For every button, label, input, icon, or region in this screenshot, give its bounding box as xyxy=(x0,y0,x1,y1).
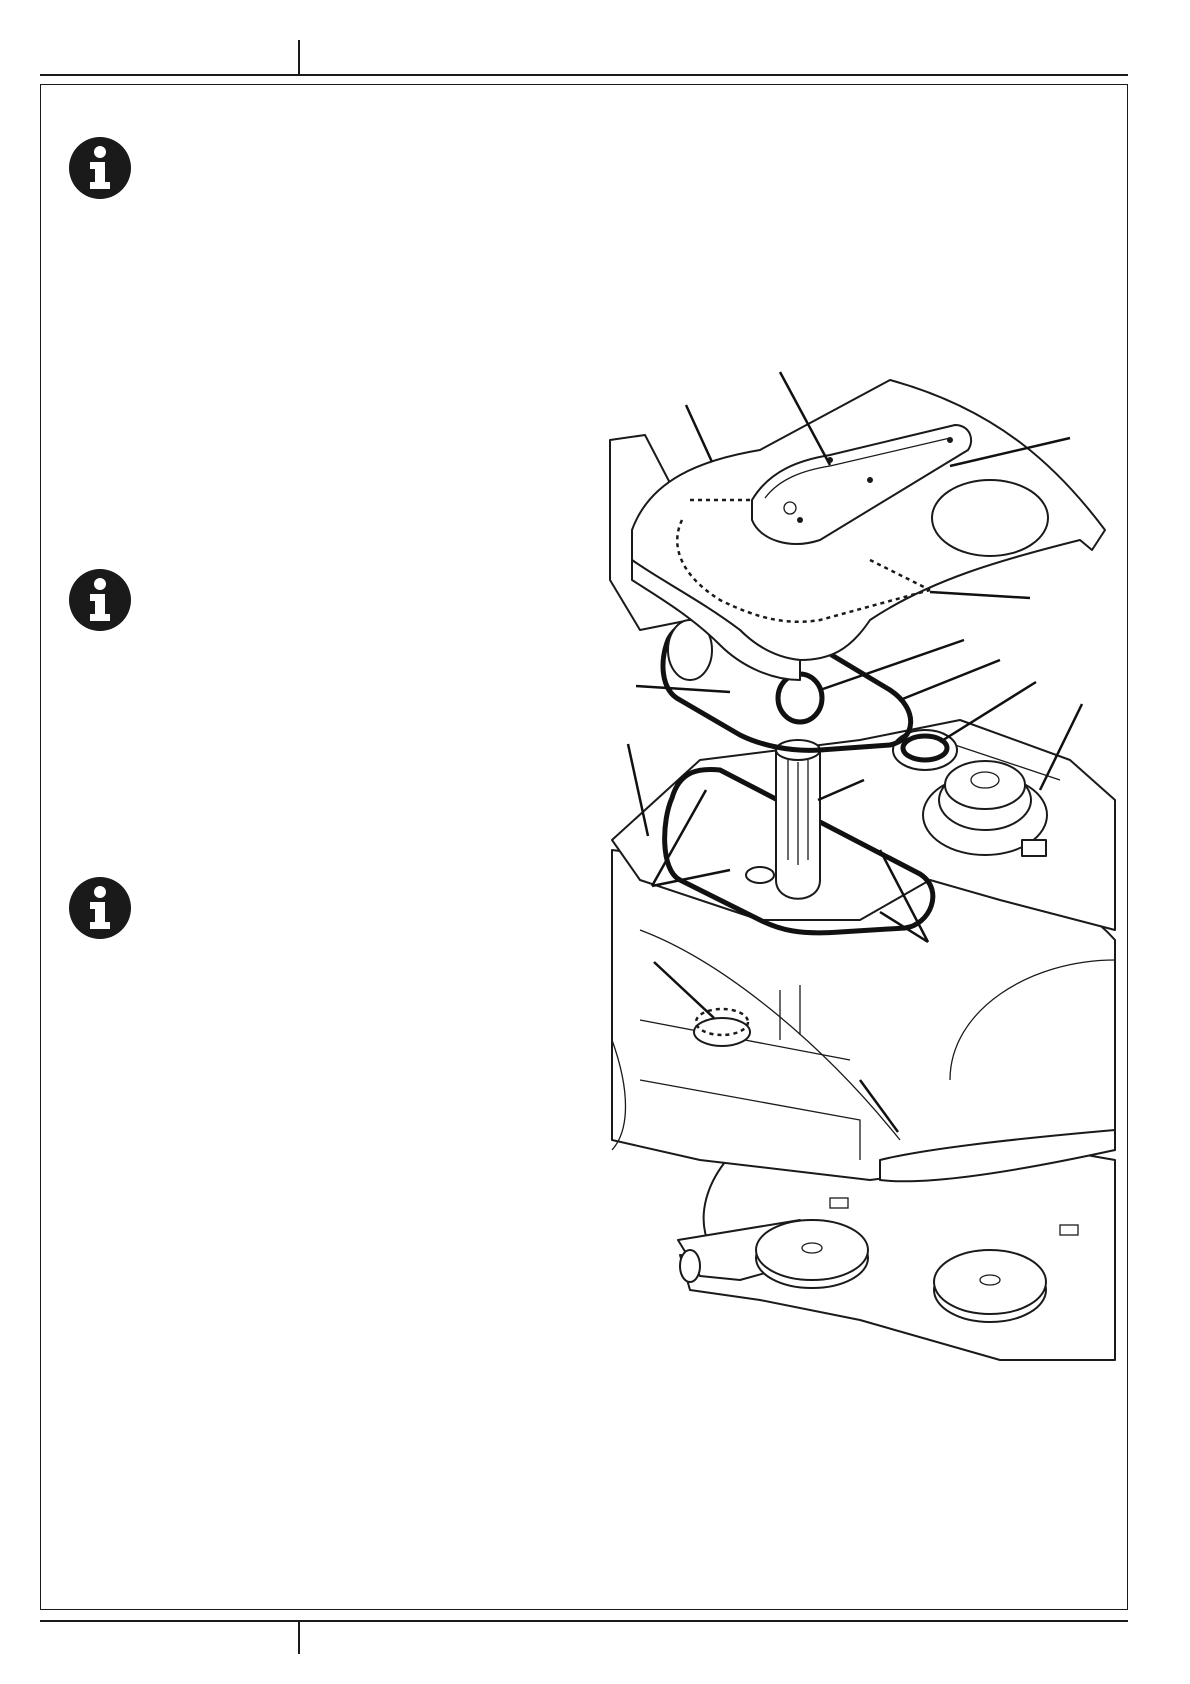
filter-cylinder xyxy=(776,740,820,899)
info-icon xyxy=(68,568,132,632)
header-rule-top xyxy=(40,74,1128,76)
info-icon xyxy=(68,876,132,940)
info-icon xyxy=(68,136,132,200)
exploded-assembly-illustration xyxy=(594,360,1130,1372)
footer-divider xyxy=(298,1620,300,1654)
header-divider xyxy=(298,40,300,75)
footer-rule xyxy=(40,1620,1128,1622)
